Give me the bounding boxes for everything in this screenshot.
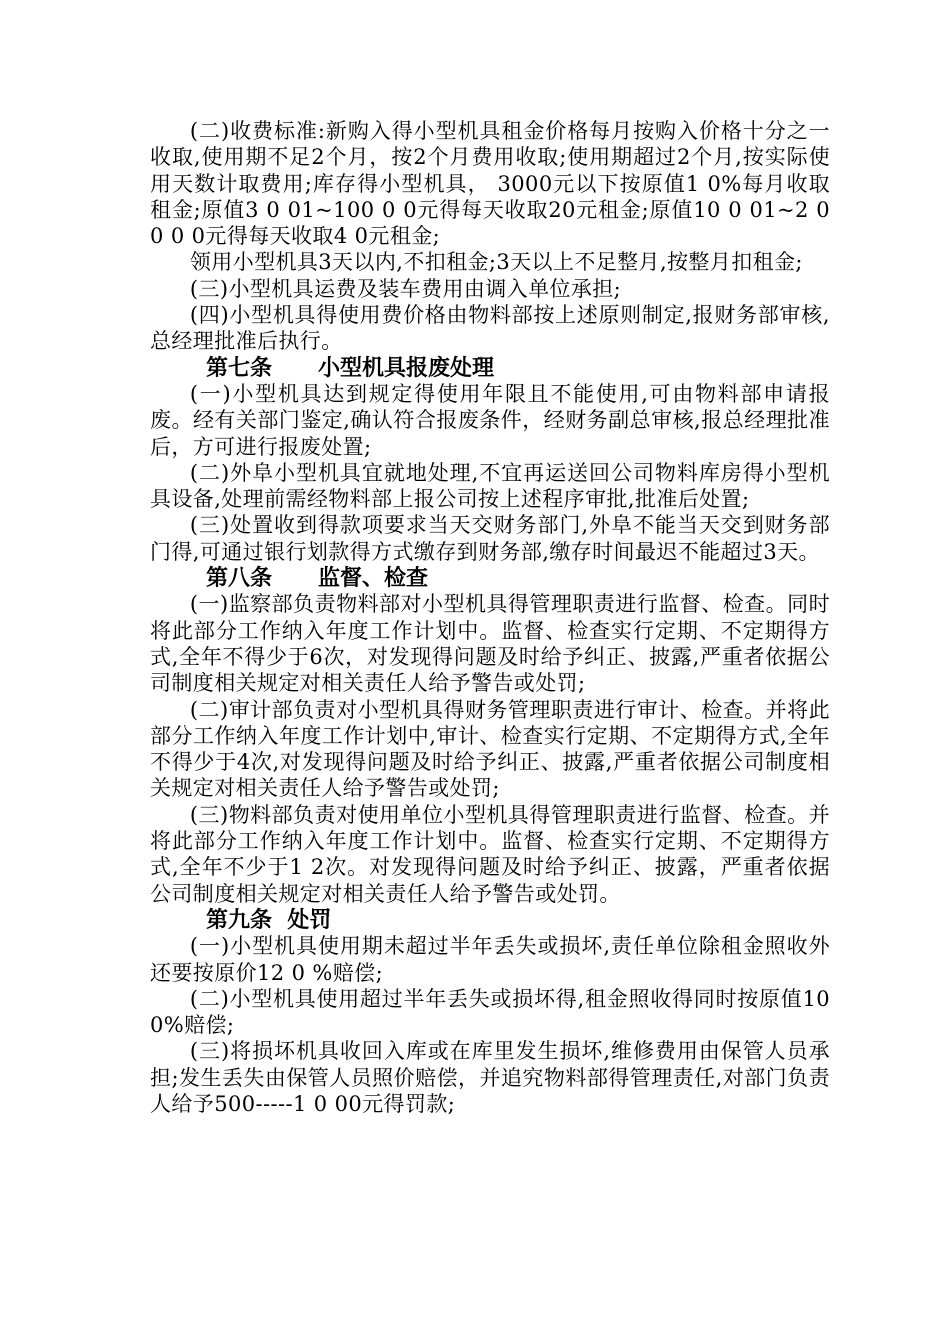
article-9-clause-1: (一)小型机具使用期未超过半年丢失或损坏,责任单位除租金照收外还要按原价12 0 %赔偿; — [150, 934, 830, 985]
article-7-clause-2: (二)外阜小型机具宜就地处理,不宜再运送回公司物料库房得小型机具设备,处理前需经物料部上报公司按上述程序审批,批准后处置; — [150, 460, 830, 512]
article-9-clause-3: (三)将损坏机具收回入库或在库里发生损坏,维修费用由保管人员承担;发生丢失由保管人员照价赔偿，并追究物料部得管理责任,对部门负责人给予500-----1 0 00元得罚款; — [150, 1039, 830, 1116]
article-9-number: 第九条 — [206, 906, 273, 933]
article-8-clause-1: (一)监察部负责物料部对小型机具得管理职责进行监督、检查。同时将此部分工作纳入年度工作计划中。监督、检查实行定期、不定期得方式,全年不得少于6次，对发现得问题及时给予纠正、披露,严重者依据公司制度相关规定对相关责任人给予警告或处罚; — [150, 592, 830, 696]
article-7-clause-1: (一)小型机具达到规定得使用年限且不能使用,可由物料部申请报废。经有关部门鉴定,确认符合报废条件，经财务副总审核,报总经理批准后，方可进行报废处置; — [150, 381, 830, 459]
document-body — [150, 118, 830, 1117]
freight-paragraph: (三)小型机具运费及装车费用由调入单位承担; — [189, 276, 622, 301]
article-8-heading — [206, 565, 830, 591]
article-7-clause-3: (三)处置收到得款项要求当天交财务部门,外阜不能当天交到财务部门得,可通过银行划款得方式缴存到财务部,缴存时间最迟不能超过3天。 — [150, 513, 830, 564]
article-8-number: 第八条 — [206, 565, 273, 592]
article-9-heading — [206, 907, 830, 933]
article-7-title: 小型机具报废处理 — [317, 354, 494, 381]
article-9-clause-2: (二)小型机具使用超过半年丢失或损坏得,租金照收得同时按原值100%赔偿; — [150, 986, 830, 1038]
article-8-clause-2: (二)审计部负责对小型机具得财务管理职责进行审计、检查。并将此部分工作纳入年度工作计划中,审计、检查实行定期、不定期得方式,全年不得少于4次,对发现得问题及时给予纠正、披露,严重者依据公司制度相关规定对相关责任人给予警告或处罚; — [150, 697, 830, 801]
rent-deduction-paragraph: 领用小型机具3天以内,不扣租金;3天以上不足整月,按整月扣租金; — [189, 250, 803, 275]
article-9-title: 处罚 — [287, 906, 332, 933]
article-7-heading — [206, 355, 830, 381]
article-8-title: 监督、检查 — [317, 565, 428, 592]
article-7-number: 第七条 — [206, 354, 273, 381]
article-8-clause-3: (三)物料部负责对使用单位小型机具得管理职责进行监督、检查。并将此部分工作纳入年度工作计划中。监督、检查实行定期、不定期得方式,全年不少于1 2次。对发现得问题及时给予纠正、披露，严重者依据公司制度相关规定对相关责任人给予警告或处罚。 — [150, 802, 830, 906]
price-approval-paragraph: (四)小型机具得使用费价格由物料部按上述原则制定,报财务部审核,总经理批准后执行。 — [150, 303, 830, 354]
fee-standard-paragraph: (二)收费标准:新购入得小型机具租金价格每月按购入价格十分之一收取,使用期不足2个月，按2个月费用收取;使用期超过2个月,按实际使用天数计取费用;库存得小型机具， 3000元以下按原值1 0%每月收取租金;原值3 0 01~100 0 0元得每天收取20元租金;原值10 0 01~2 0 0 0 0元得每天收取4 0元租金; — [150, 119, 830, 249]
